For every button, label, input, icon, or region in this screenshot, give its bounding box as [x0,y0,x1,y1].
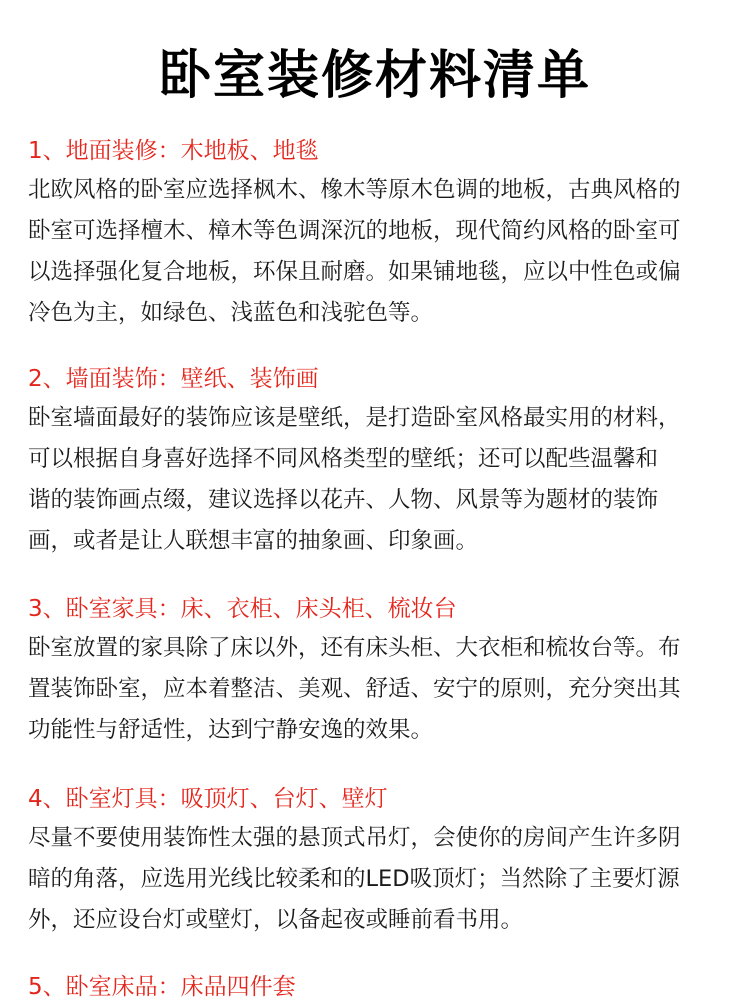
body-line: 卧室放置的家具除了床以外，还有床头柜、大衣柜和梳妆台等。布 [28,635,681,661]
body-line: 暗的角落，应选用光线比较柔和的LED吸顶灯；当然除了主要灯源 [28,866,680,892]
section-bedding [28,972,736,1000]
section-heading: 4、卧室灯具：吸顶灯、台灯、壁灯 [28,786,388,812]
body-line: 尽量不要使用装饰性太强的悬顶式吊灯，会使你的房间产生许多阴 [28,825,681,851]
body-line: 卧室可选择檀木、樟木等色调深沉的地板，现代简约风格的卧室可 [28,218,681,244]
body-line: 画，或者是让人联想丰富的抽象画、印象画。 [28,528,479,554]
section-heading: 2、墙面装饰：壁纸、装饰画 [28,366,319,392]
body-line: 北欧风格的卧室应选择枫木、橡木等原木色调的地板，古典风格的 [28,177,681,203]
section-heading: 1、地面装修：木地板、地毯 [28,138,319,164]
body-line: 以选择强化复合地板，环保且耐磨。如果铺地毯，应以中性色或偏 [28,259,681,285]
body-line: 谐的装饰画点缀，建议选择以花卉、人物、风景等为题材的装饰 [28,487,659,513]
section-body [28,170,736,334]
body-line: 功能性与舒适性，达到宁静安逸的效果。 [28,717,434,743]
page-title: 卧室装修材料清单 [158,46,591,106]
section-wall [28,364,736,562]
section-floor [28,136,736,334]
body-line: 冷色为主，如绿色、浅蓝色和浅驼色等。 [28,300,434,326]
body-line: 可以根据自身喜好选择不同风格类型的壁纸；还可以配些温馨和 [28,446,659,472]
section-heading: 5、卧室床品：床品四件套 [28,974,296,1000]
body-line: 置装饰卧室，应本着整洁、美观、舒适、安宁的原则，充分突出其 [28,676,681,702]
body-line: 外，还应设台灯或壁灯，以备起夜或睡前看书用。 [28,907,524,933]
section-lighting [28,784,736,941]
section-body [28,628,736,751]
section-body [28,398,736,562]
section-body [28,818,736,941]
section-heading: 3、卧室家具：床、衣柜、床头柜、梳妆台 [28,596,457,622]
section-furniture [28,594,736,751]
body-line: 卧室墙面最好的装饰应该是壁纸，是打造卧室风格最实用的材料， [28,405,681,431]
